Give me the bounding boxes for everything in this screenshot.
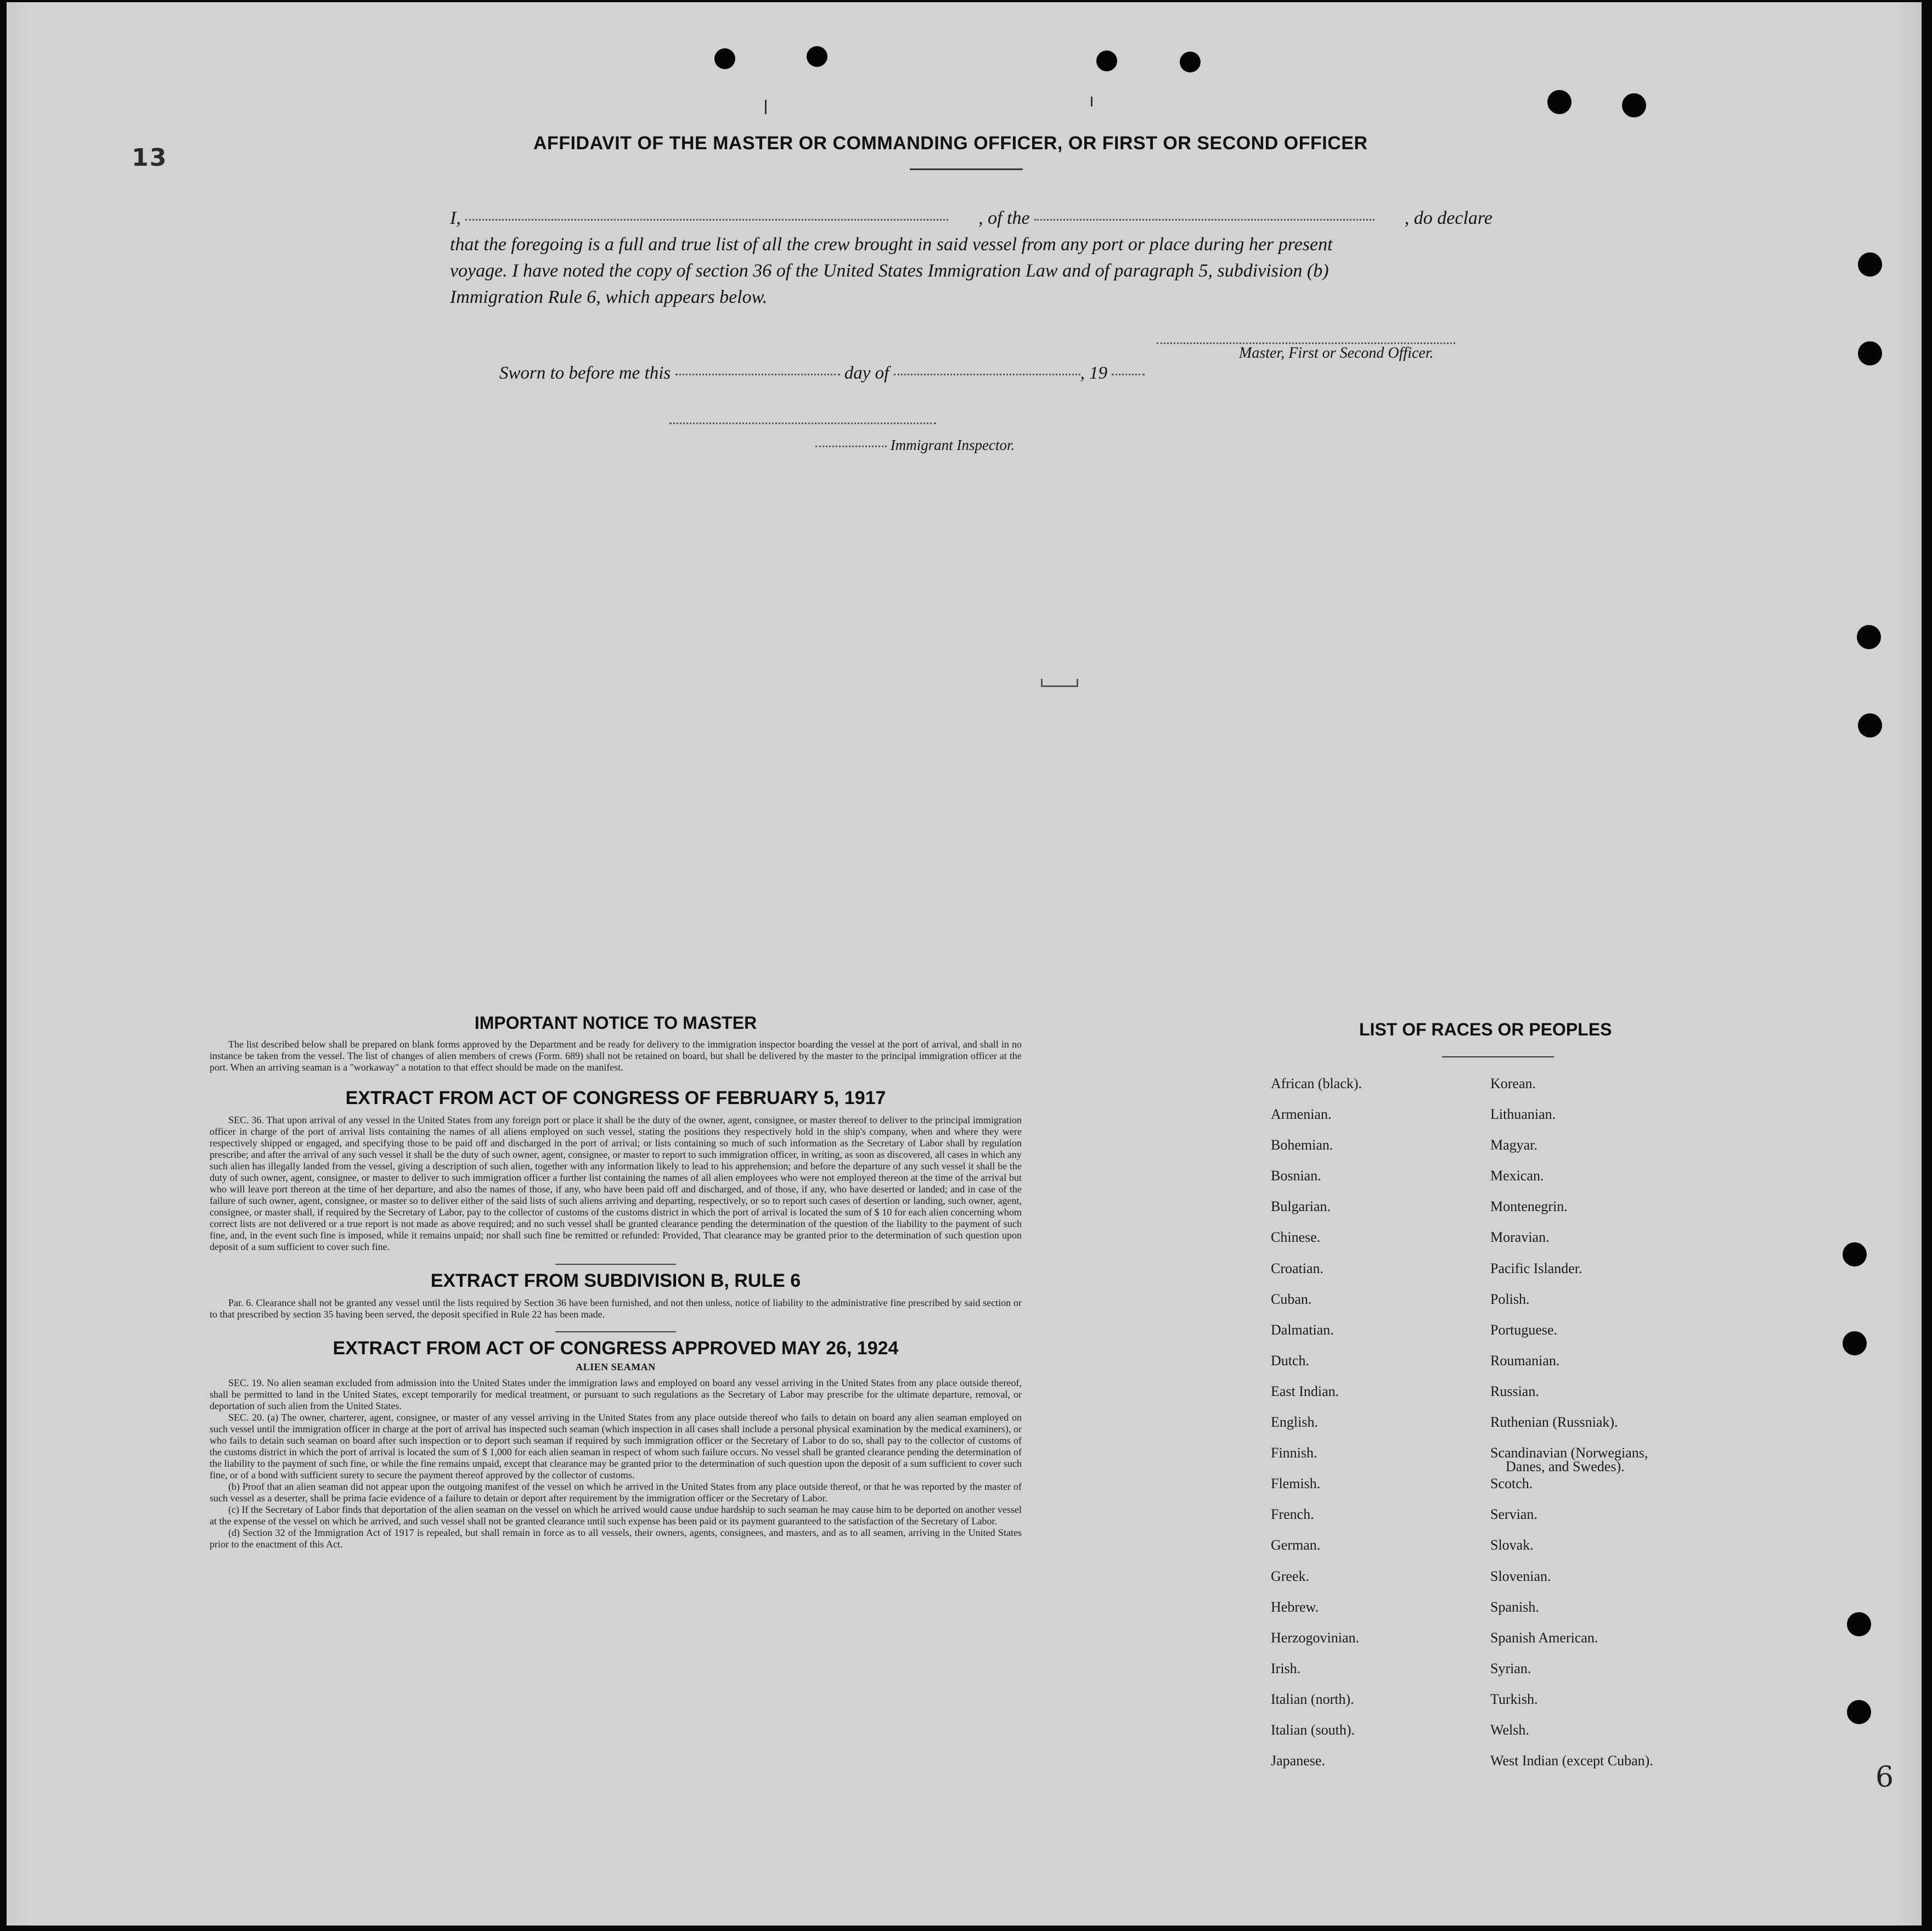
races-title: LIST OF RACES OR PEOPLES: [1359, 1020, 1612, 1039]
paper-mark: [1041, 679, 1078, 687]
race-item: Croatian.: [1271, 1260, 1324, 1276]
extract-1924-title: EXTRACT FROM ACT OF CONGRESS APPROVED MAY 26, 1924: [333, 1338, 899, 1359]
declaration-i: I,: [450, 208, 461, 228]
race-item: Hebrew.: [1271, 1598, 1319, 1615]
race-item: Italian (south).: [1271, 1721, 1355, 1738]
punch-hole: [1847, 1612, 1871, 1636]
declaration-line-3: voyage. I have noted the copy of section 36 of the United States Immigration Law and of paragraph 5, subdivision (b): [450, 261, 1329, 281]
punch-hole: [714, 48, 735, 69]
race-item: Polish.: [1490, 1291, 1530, 1307]
master-signature-caption: Master, First or Second Officer.: [1239, 345, 1434, 362]
sec-20c-text: (c) If the Secretary of Labor finds that deportation of the alien seaman on the vessel on which he arrived would cause undue hardship to such seaman he may cause him to be deported on another vessel at the expense of the vessel on which he arrived, and such vessel shall not be granted clearance until such expense has been paid or its payment guaranteed to the satisfaction of the Secretary of Labor.: [210, 1504, 1022, 1527]
extract-1917-text: SEC. 36. That upon arrival of any vessel in the United States from any foreign port or place it shall be the duty of the owner, agent, consignee, or master thereof to deliver to the principal immigration officer in charge of the port of arrival lists containing the names of all aliens employed on such vessel, stating the positions they respectively hold in the ship's company, when and where they were respectively shipped or engaged, and specifying those to be paid off and discharged in the port of arrival; or lists containing so much of such information as the Secretary of Labor shall by regulation prescribe; and after the arrival of any such vessel it shall be the duty of such owner, agent, consignee, or master to report to such immigration officer, in writing, as soon as discovered, all cases in which any such alien has illegally landed from the vessel, giving a description of such alien, together with any information likely to lead to his apprehension; and before the departure of any such vessel it shall be the duty of such owner, agent, consignee, or master to deliver to such immigration officer a further list containing the names of all alien employees who were not employed thereon at the time of the arrival but who will leave port thereon at the time of her departure, and also the names of those, if any, who have been paid off and discharged, and of those, if any, who have deserted or landed; and in case of the failure of such owner, agent, consignee, or master so to deliver either of the said lists of such aliens arriving and departing, respectively, or so to report such cases of desertion or landing, such owner, agent, consignee, or master shall, if required by the Secretary of Labor, pay to the collector of customs of the customs district in which the port of arrival is located the sum of $ 10 for each alien concerning whom correct lists are not delivered or a true report is not made as above required; and no such vessel shall be granted clearance pending the determination of the question of the liability to the payment of such fine, and, in the event such fine is imposed, while it remains unpaid; nor shall such fine be remitted or refunded: Provided, That clearance may be granted prior to the determination of such question upon deposit of a sum sufficient to cover such fine.: [210, 1114, 1022, 1252]
race-item: African (black).: [1271, 1076, 1362, 1091]
race-item: Mexican.: [1490, 1168, 1544, 1184]
tick-mark: [1091, 97, 1092, 106]
legal-notice-block: [210, 1013, 1022, 1550]
punch-hole: [1857, 625, 1881, 649]
punch-hole: [1843, 1242, 1867, 1266]
race-item: Turkish.: [1490, 1691, 1538, 1707]
races-title-rule: [1442, 1056, 1554, 1057]
sworn-day-of: day of: [844, 363, 889, 383]
master-signature-line[interactable]: [1157, 342, 1455, 344]
race-item: Irish.: [1271, 1660, 1301, 1676]
race-item: German.: [1271, 1537, 1321, 1553]
race-item: Magyar.: [1490, 1137, 1537, 1153]
declaration-of-the: , of the: [978, 208, 1030, 228]
punch-hole: [1180, 52, 1201, 72]
page-corner-mark: 6: [1875, 1761, 1894, 1794]
race-item: Italian (north).: [1271, 1691, 1354, 1707]
punch-hole: [1858, 252, 1882, 277]
declaration-text: [450, 205, 1492, 311]
race-item: Syrian.: [1490, 1660, 1531, 1676]
race-item: Flemish.: [1271, 1476, 1321, 1492]
sworn-year-blank[interactable]: [1112, 374, 1145, 375]
race-item: French.: [1271, 1506, 1314, 1523]
notice-title: IMPORTANT NOTICE TO MASTER: [474, 1013, 757, 1033]
race-item: Dutch.: [1271, 1352, 1310, 1369]
race-item-label: Scandinavian (Norwegians,: [1490, 1445, 1648, 1461]
race-item: Pacific Islander.: [1490, 1260, 1582, 1276]
sworn-month-blank[interactable]: [894, 374, 1080, 375]
race-item: Ruthenian (Russniak).: [1490, 1414, 1618, 1431]
punch-hole: [1843, 1331, 1867, 1355]
race-item: Lithuanian.: [1490, 1106, 1556, 1123]
tick-mark: [765, 100, 767, 114]
race-item: Finnish.: [1271, 1445, 1317, 1461]
page-number-mark: 13: [132, 144, 168, 172]
races-column-2: [1490, 1077, 1653, 1784]
inspector-blank[interactable]: [815, 446, 887, 447]
sec-19-text: SEC. 19. No alien seaman excluded from admission into the United States under the immigration laws and employed on board any vessel arriving in the United States from any place outside thereof, shall be permitted to land in the United States, except temporarily for medical treatment, or pursuant to such regulations as the Secretary of Labor may prescribe for the ultimate departure, removal, or deportation of such alien from the United States.: [210, 1377, 1022, 1411]
race-item: West Indian (except Cuban).: [1490, 1753, 1653, 1769]
race-item: Bulgarian.: [1271, 1198, 1331, 1215]
sec-20b-text: (b) Proof that an alien seaman did not appear upon the outgoing manifest of the vessel on which he arrived in the United States from any place outside thereof, or that he was reported by the master of such vessel as a deserter, shall be prima facie evidence of a failure to detain or deport after requirement by the immigration officer or the Secretary of Labor.: [210, 1481, 1022, 1504]
race-item: Scotch.: [1490, 1476, 1533, 1492]
notice-text: The list described below shall be prepared on blank forms approved by the Department and be ready for delivery to the immigration inspector boarding the vessel at the port of arrival, and shall in no instance be taken from the vessel. The list of changes of alien members of crews (Form. 689) shall not be retained on board, but shall be delivered by the master to the principal immigration officer at the port. When an arriving seaman is a "workaway" a notation to that effect should be made on the manifest.: [210, 1039, 1022, 1073]
declaration-do-declare: , do declare: [1404, 208, 1492, 228]
race-item: Armenian.: [1271, 1106, 1332, 1123]
race-item: Bohemian.: [1271, 1137, 1333, 1153]
punch-hole: [1847, 1700, 1871, 1724]
punch-hole: [1858, 341, 1882, 365]
punch-hole: [1622, 93, 1646, 117]
races-column-1: [1271, 1077, 1362, 1784]
punch-hole: [1858, 713, 1882, 738]
sworn-day-blank[interactable]: [675, 374, 840, 375]
sworn-line: [499, 363, 1145, 384]
race-item: Spanish American.: [1490, 1629, 1598, 1646]
extract-rule6-text: Par. 6. Clearance shall not be granted any vessel until the lists required by Section 36 have been furnished, and not then unless, notice of liability to the administrative fine prescribed by said section or to that prescribed by section 35 having been served, the deposit specified in Rule 22 has been made.: [210, 1297, 1022, 1320]
punch-hole: [807, 46, 827, 67]
extract-1924-subtitle: ALIEN SEAMAN: [576, 1361, 656, 1372]
form-page: [7, 2, 1922, 1926]
sworn-year: , 19: [1080, 363, 1108, 383]
section-rule: [555, 1264, 676, 1265]
race-item: Slovak.: [1490, 1537, 1534, 1553]
sec-20a-text: SEC. 20. (a) The owner, charterer, agent, consignee, or master of any vessel arriving in the United States from any place outside thereof who fails to detain on board any alien seaman employed on such vessel until the immigration officer in charge at the port of arrival has inspected such seaman (which inspection in all cases shall include a personal physical examination by the medical examiners), or who fails to detain such seaman on board after such inspection or to deport such seaman if required by such immigration officer or the Secretary of Labor to do so, shall pay to the collector of customs of the customs district in which the port of arrival is located the sum of $ 1,000 for each alien seaman in respect of whom such failure occurs. No vessel shall be granted clearance pending the determination of the liability to the payment of such fine, or while the fine remains unpaid, except that clearance may be granted prior to the determination of such question upon the deposit of a sum sufficient to cover such fine, or of a bond with sufficient surety to secure the payment thereof approved by the collector of customs.: [210, 1412, 1022, 1480]
declaration-line-4: Immigration Rule 6, which appears below.: [450, 287, 768, 307]
race-item: Japanese.: [1271, 1753, 1325, 1769]
extract-1917-title: EXTRACT FROM ACT OF CONGRESS OF FEBRUARY 5, 1917: [345, 1088, 886, 1108]
race-item: Slovenian.: [1490, 1568, 1551, 1584]
race-item: Chinese.: [1271, 1229, 1321, 1246]
punch-hole: [1096, 50, 1117, 71]
declaration-line-2: that the foregoing is a full and true list of all the crew brought in said vessel from any port or place during her present: [450, 234, 1333, 255]
race-item: Welsh.: [1490, 1721, 1529, 1738]
race-item: Korean.: [1490, 1076, 1536, 1091]
section-rule: [555, 1331, 676, 1332]
race-item: East Indian.: [1271, 1383, 1339, 1399]
race-item: Bosnian.: [1271, 1168, 1321, 1184]
title-rule: [910, 168, 1023, 170]
race-item: [1490, 1446, 1653, 1477]
race-item: Herzogovinian.: [1271, 1629, 1360, 1646]
race-item: Cuban.: [1271, 1291, 1312, 1307]
inspector-signature-line[interactable]: [669, 423, 936, 424]
inspector-line: [815, 437, 1015, 454]
race-item: Roumanian.: [1490, 1352, 1560, 1369]
race-item: Dalmatian.: [1271, 1321, 1334, 1338]
extract-rule6-title: EXTRACT FROM SUBDIVISION B, RULE 6: [430, 1270, 801, 1291]
race-item: Spanish.: [1490, 1598, 1539, 1615]
race-item: Portuguese.: [1490, 1321, 1558, 1338]
punch-hole: [1547, 90, 1571, 114]
race-item: English.: [1271, 1414, 1318, 1431]
race-item: Russian.: [1490, 1383, 1539, 1399]
race-item: Servian.: [1490, 1506, 1537, 1523]
race-item: Moravian.: [1490, 1229, 1550, 1246]
vessel-blank[interactable]: [1034, 219, 1375, 221]
name-blank[interactable]: [465, 219, 948, 221]
inspector-caption: Immigrant Inspector.: [890, 437, 1015, 453]
race-item: Montenegrin.: [1490, 1198, 1568, 1215]
race-item-continuation: Danes, and Swedes).: [1506, 1459, 1625, 1475]
affidavit-title: AFFIDAVIT OF THE MASTER OR COMMANDING OFFICER, OR FIRST OR SECOND OFFICER: [533, 133, 1368, 154]
race-item: Greek.: [1271, 1568, 1310, 1584]
sec-20d-text: (d) Section 32 of the Immigration Act of 1917 is repealed, but shall remain in force as to all vessels, their owners, agents, consignees, and masters, and as to all seamen, arriving in the United States prior to the enactment of this Act.: [210, 1527, 1022, 1550]
sworn-prefix: Sworn to before me this: [499, 363, 671, 383]
